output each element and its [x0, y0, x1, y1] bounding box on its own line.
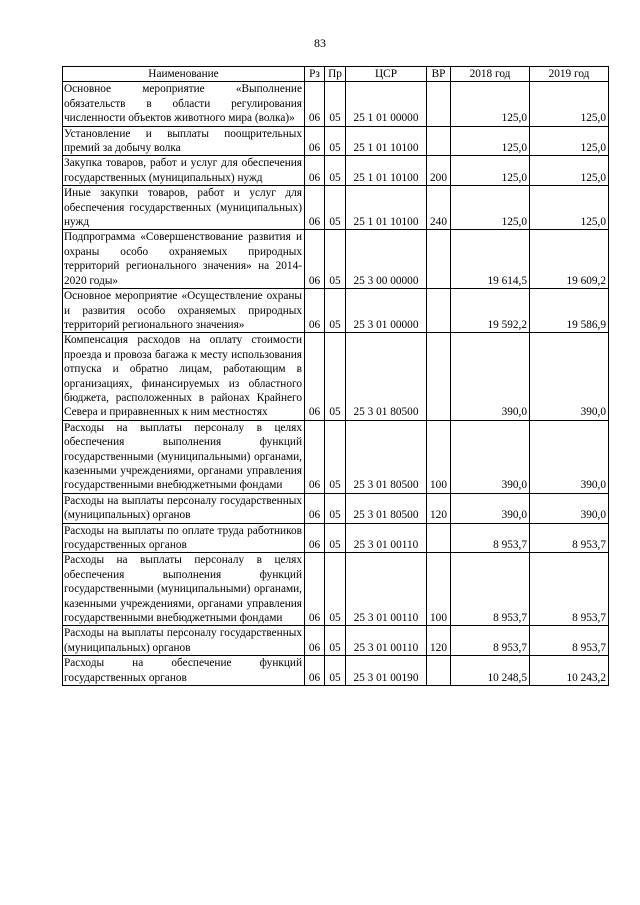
header-csr: ЦСР	[346, 67, 427, 82]
header-2019: 2019 год	[530, 67, 609, 82]
row-csr: 25 3 01 00110	[346, 626, 427, 656]
table-row	[63, 289, 609, 333]
row-name: Расходы на выплаты персоналу в целях обеспечения выполнения функций государственными (муниципальными) органами, казенными учреждениями, органами управления государственными внебюджетными фондами	[63, 553, 305, 626]
row-2019: 390,0	[530, 420, 609, 493]
row-rz: 06	[305, 333, 325, 420]
row-vr	[427, 523, 451, 553]
row-2018: 8 953,7	[451, 626, 530, 656]
row-2018: 10 248,5	[451, 656, 530, 686]
row-name: Расходы на выплаты персоналу в целях обеспечения выполнения функций государственными (муниципальными) органами, казенными учреждениями, органами управления государственными внебюджетными фондами	[63, 420, 305, 493]
header-vr: ВР	[427, 67, 451, 82]
row-2018: 8 953,7	[451, 523, 530, 553]
row-name: Подпрограмма «Совершенствование развития и охраны особо охраняемых природных территорий регионального значения» на 2014-2020 годы»	[63, 230, 305, 289]
row-rz: 06	[305, 230, 325, 289]
row-pr: 05	[325, 186, 346, 230]
header-name: Наименование	[63, 67, 305, 82]
row-name: Расходы на обеспечение функций государственных органов	[63, 656, 305, 686]
row-pr: 05	[325, 289, 346, 333]
row-pr: 05	[325, 626, 346, 656]
table-row	[63, 420, 609, 493]
row-vr: 200	[427, 156, 451, 186]
table-row	[63, 126, 609, 156]
row-2019: 125,0	[530, 82, 609, 126]
row-csr: 25 1 01 10100	[346, 156, 427, 186]
row-rz: 06	[305, 420, 325, 493]
row-2019: 125,0	[530, 126, 609, 156]
row-vr	[427, 126, 451, 156]
row-pr: 05	[325, 656, 346, 686]
row-rz: 06	[305, 126, 325, 156]
row-vr	[427, 82, 451, 126]
row-rz: 06	[305, 156, 325, 186]
table-row	[63, 553, 609, 626]
row-2018: 390,0	[451, 420, 530, 493]
row-csr: 25 3 01 00110	[346, 553, 427, 626]
row-vr	[427, 230, 451, 289]
row-pr: 05	[325, 156, 346, 186]
row-vr	[427, 289, 451, 333]
row-2018: 125,0	[451, 82, 530, 126]
row-name: Компенсация расходов на оплату стоимости проезда и провоза багажа к месту использования отпуска и обратно лицам, работающим в организациях, финансируемых из областного бюджета, расположенных в районах Крайнего Севера и приравненных к ним местностях	[63, 333, 305, 420]
row-name: Иные закупки товаров, работ и услуг для обеспечения государственных (муниципальных) нужд	[63, 186, 305, 230]
header-rz: Рз	[305, 67, 325, 82]
row-2019: 8 953,7	[530, 553, 609, 626]
row-pr: 05	[325, 420, 346, 493]
row-2019: 125,0	[530, 186, 609, 230]
row-rz: 06	[305, 553, 325, 626]
row-rz: 06	[305, 656, 325, 686]
table-row	[63, 82, 609, 126]
row-name: Закупка товаров, работ и услуг для обеспечения государственных (муниципальных) нужд	[63, 156, 305, 186]
row-2018: 390,0	[451, 493, 530, 523]
row-vr	[427, 656, 451, 686]
row-vr: 240	[427, 186, 451, 230]
row-pr: 05	[325, 333, 346, 420]
row-2019: 8 953,7	[530, 523, 609, 553]
row-2019: 125,0	[530, 156, 609, 186]
header-row	[63, 67, 609, 82]
header-2018: 2018 год	[451, 67, 530, 82]
header-pr: Пр	[325, 67, 346, 82]
row-pr: 05	[325, 230, 346, 289]
row-name: Установление и выплаты поощрительных премий за добычу волка	[63, 126, 305, 156]
row-2018: 8 953,7	[451, 553, 530, 626]
row-vr: 100	[427, 420, 451, 493]
row-csr: 25 3 01 00110	[346, 523, 427, 553]
row-2018: 125,0	[451, 156, 530, 186]
row-2019: 390,0	[530, 333, 609, 420]
table-row	[63, 626, 609, 656]
row-2018: 125,0	[451, 186, 530, 230]
row-2019: 19 609,2	[530, 230, 609, 289]
row-vr: 100	[427, 553, 451, 626]
row-rz: 06	[305, 626, 325, 656]
table-row	[63, 333, 609, 420]
row-vr	[427, 333, 451, 420]
row-rz: 06	[305, 82, 325, 126]
row-2018: 390,0	[451, 333, 530, 420]
row-rz: 06	[305, 289, 325, 333]
row-csr: 25 1 01 10100	[346, 126, 427, 156]
table-row	[63, 230, 609, 289]
table-body	[63, 82, 609, 686]
row-csr: 25 1 01 00000	[346, 82, 427, 126]
table-row	[63, 186, 609, 230]
row-csr: 25 3 01 80500	[346, 493, 427, 523]
row-2019: 8 953,7	[530, 626, 609, 656]
row-rz: 06	[305, 523, 325, 553]
row-2018: 19 592,2	[451, 289, 530, 333]
table-header	[63, 67, 609, 82]
row-2018: 19 614,5	[451, 230, 530, 289]
row-pr: 05	[325, 82, 346, 126]
row-name: Расходы на выплаты по оплате труда работников государственных органов	[63, 523, 305, 553]
row-vr: 120	[427, 626, 451, 656]
row-2019: 19 586,9	[530, 289, 609, 333]
table-row	[63, 656, 609, 686]
row-vr: 120	[427, 493, 451, 523]
row-rz: 06	[305, 186, 325, 230]
row-pr: 05	[325, 523, 346, 553]
page-number: 83	[314, 36, 326, 50]
row-name: Расходы на выплаты персоналу государственных (муниципальных) органов	[63, 493, 305, 523]
table-row	[63, 493, 609, 523]
row-rz: 06	[305, 493, 325, 523]
row-name: Основное мероприятие «Выполнение обязательств в области регулирования численности объектов животного мира (волка)»	[63, 82, 305, 126]
row-csr: 25 3 01 00190	[346, 656, 427, 686]
budget-table	[62, 66, 609, 686]
row-2018: 125,0	[451, 126, 530, 156]
table-row	[63, 523, 609, 553]
row-csr: 25 1 01 10100	[346, 186, 427, 230]
row-name: Расходы на выплаты персоналу государственных (муниципальных) органов	[63, 626, 305, 656]
row-name: Основное мероприятие «Осуществление охраны и развития особо охраняемых природных территорий регионального значения»	[63, 289, 305, 333]
row-pr: 05	[325, 126, 346, 156]
row-csr: 25 3 01 80500	[346, 333, 427, 420]
row-csr: 25 3 01 00000	[346, 289, 427, 333]
row-csr: 25 3 00 00000	[346, 230, 427, 289]
row-csr: 25 3 01 80500	[346, 420, 427, 493]
row-pr: 05	[325, 553, 346, 626]
row-2019: 10 243,2	[530, 656, 609, 686]
row-pr: 05	[325, 493, 346, 523]
row-2019: 390,0	[530, 493, 609, 523]
table-row	[63, 156, 609, 186]
